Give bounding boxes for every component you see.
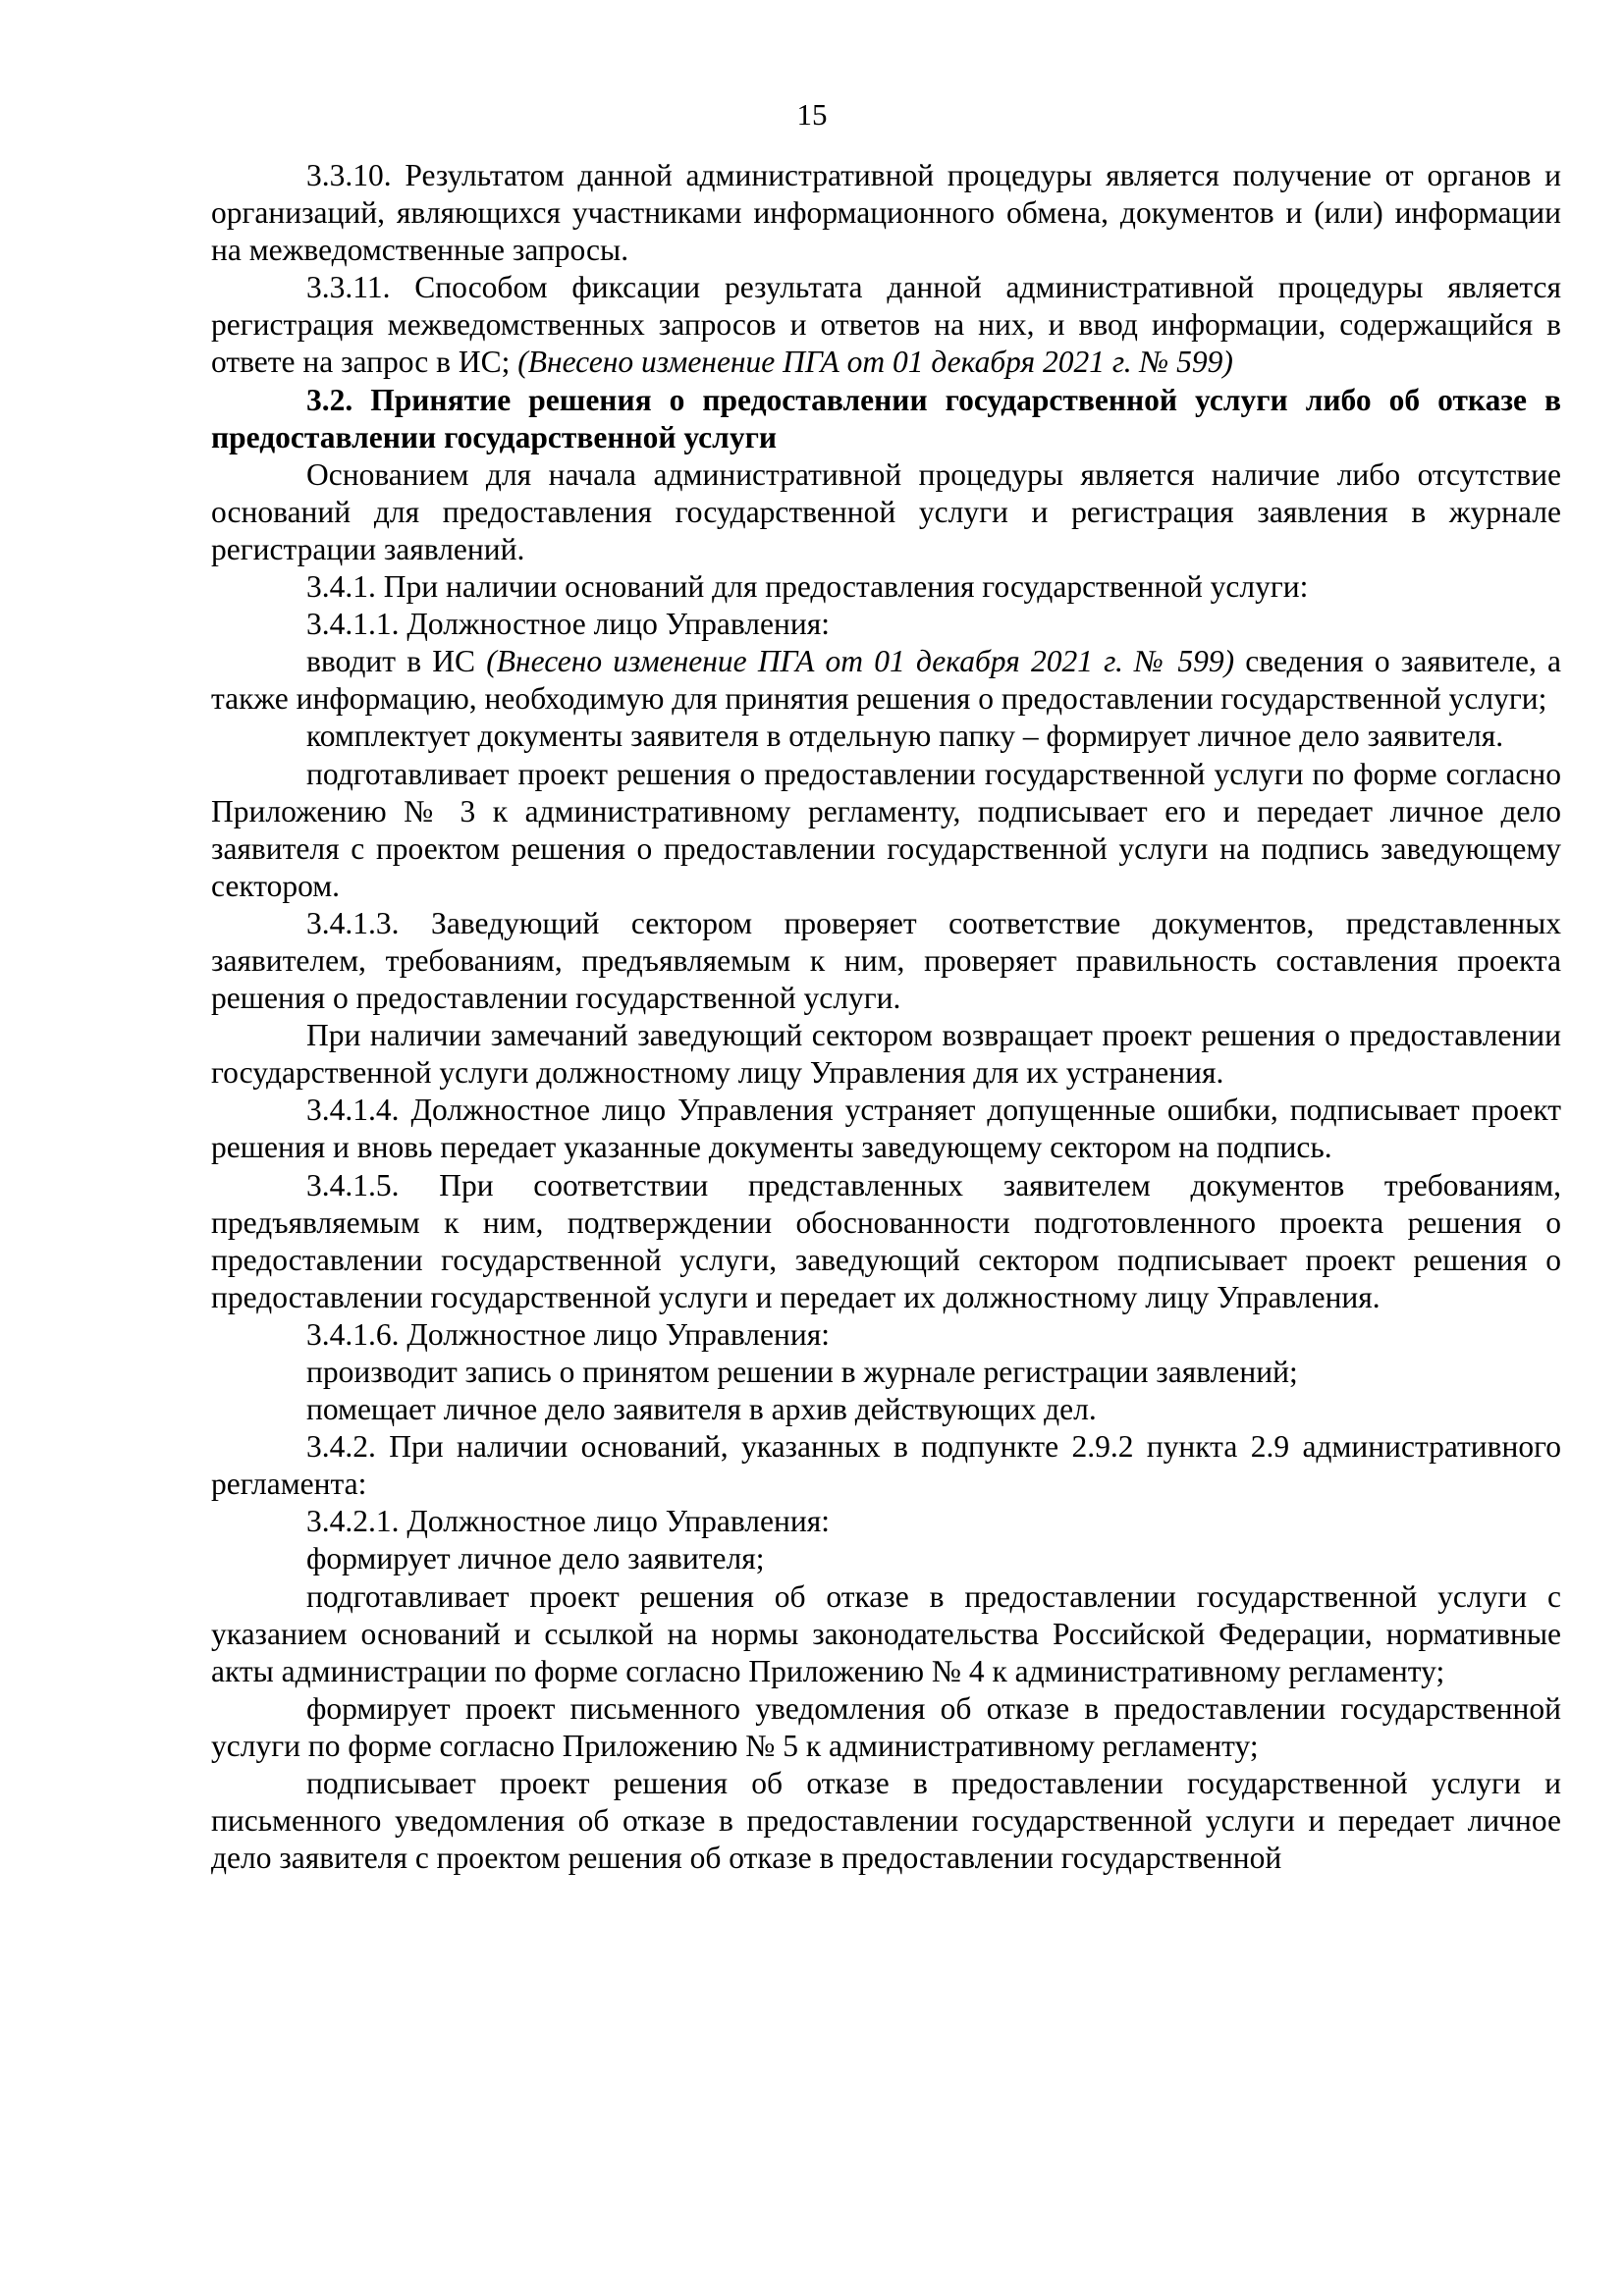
paragraph-3-4-2-1: 3.4.2.1. Должностное лицо Управления: [306, 1504, 830, 1539]
document-body [211, 157, 1561, 1877]
paragraph-basis: Основанием для начала административной процедуры является наличие либо отсутствие оснований для предоставления государственной услуги и регистрация заявления в журнале регистрации заявлений. [211, 456, 1561, 566]
paragraph-3-4-1-1: 3.4.1.1. Должностное лицо Управления: [306, 607, 830, 642]
paragraph-3-3-11: 3.3.11. Способом фиксации результата данной административной процедуры является регистрация межведомственных запросов и ответов на них, и ввод информации, содержащийся в ответе на запрос в ИС; (Внесено изменение ПГА от 01 декабря 2021 г. № 599) [211, 270, 1561, 380]
paragraph-prepares-draft: подготавливает проект решения о предоставлении государственной услуги по форме согласно Приложению № 3 к административному регламенту, подписывает его и передает личное дело заявителя с проектом решения о предоставлении государственной услуги на подпись заведующему сектором. [211, 756, 1561, 903]
amendment-note: (Внесено изменение ПГА от 01 декабря 2021 г. № 599) [486, 644, 1235, 679]
page-number: 15 [796, 97, 828, 132]
paragraph-3-4-1-6: 3.4.1.6. Должностное лицо Управления: [306, 1316, 830, 1352]
paragraph-compiles-docs: комплектует документы заявителя в отдельную папку – формирует личное дело заявителя. [306, 719, 1504, 754]
section-heading-3-2: 3.2. Принятие решения о предоставлении государственной услуги либо об отказе в предоставлении государственной услуги [211, 382, 1561, 454]
paragraph-3-4-1: 3.4.1. При наличии оснований для предоставления государственной услуги: [306, 569, 1309, 605]
paragraph-enters-info: вводит в ИС (Внесено изменение ПГА от 01 декабря 2021 г. № 599) сведения о заявителе, а также информацию, необходимую для принятия решения о предоставлении государственной услуги; [211, 644, 1562, 717]
paragraph-archives-file: помещает личное дело заявителя в архив действующих дел. [306, 1392, 1097, 1427]
paragraph-3-4-2: 3.4.2. При наличии оснований, указанных в подпункте 2.9.2 пункта 2.9 административного регламента: [211, 1429, 1561, 1502]
paragraph-forms-file: формирует личное дело заявителя; [306, 1541, 765, 1576]
paragraph-3-4-1-4: 3.4.1.4. Должностное лицо Управления устраняет допущенные ошибки, подписывает проект решения и вновь передает указанные документы заведующему сектором на подпись. [211, 1093, 1561, 1165]
paragraph-remarks: При наличии замечаний заведующий сектором возвращает проект решения о предоставлении государственной услуги должностному лицу Управления для их устранения. [211, 1018, 1561, 1091]
paragraph-signs-refusal: подписывает проект решения об отказе в предоставлении государственной услуги и письменного уведомления об отказе в предоставлении государственной услуги и передает личное дело заявителя с проектом решения об отказе в предоставлении государственной [211, 1766, 1561, 1876]
amendment-note: (Внесено изменение ПГА от 01 декабря 2021 г. № 599) [517, 345, 1233, 380]
paragraph-3-3-10: 3.3.10. Результатом данной административной процедуры является получение от органов и организаций, являющихся участниками информационного обмена, документов и (или) информации на межведомственные запросы. [211, 158, 1561, 268]
paragraph-forms-notification: формирует проект письменного уведомления об отказе в предоставлении государственной услуги по форме согласно Приложению № 5 к административному регламенту; [211, 1690, 1561, 1763]
paragraph-records-decision: производит запись о принятом решении в журнале регистрации заявлений; [306, 1355, 1298, 1389]
paragraph-3-4-1-5: 3.4.1.5. При соответствии представленных заявителем документов требованиям, предъявляемым к ним, подтверждении обоснованности подготовленного проекта решения о предоставлении государственной услуги, заведующий сектором подписывает проект решения о предоставлении государственной услуги и передает их должностному лицу Управления. [211, 1167, 1561, 1314]
paragraph-3-4-1-3: 3.4.1.3. Заведующий сектором проверяет соответствие документов, представленных заявителем, требованиям, предъявляемым к ним, проверяет правильность составления проекта решения о предоставлении государственной услуги. [211, 905, 1561, 1016]
paragraph-prepares-refusal: подготавливает проект решения об отказе в предоставлении государственной услуги с указанием оснований и ссылкой на нормы законодательства Российской Федерации, нормативные акты администрации по форме согласно Приложению № 4 к административному регламенту; [211, 1578, 1561, 1688]
